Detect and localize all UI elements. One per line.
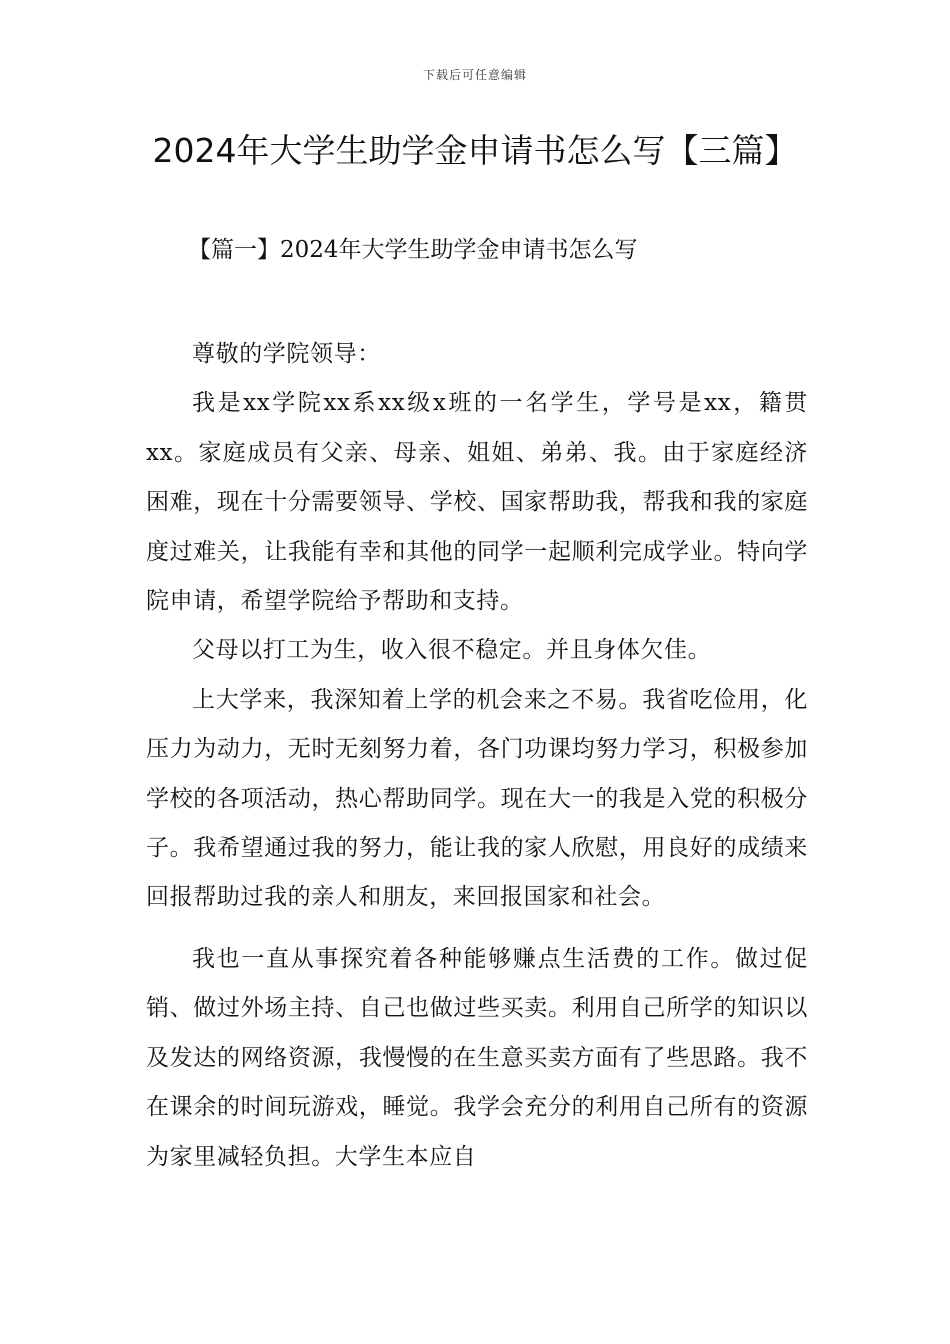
paragraph-1: 我是xx学院xx系xx级x班的一名学生，学号是xx，籍贯xx。家庭成员有父亲、母亲、姐姐、弟弟、我。由于家庭经济困难，现在十分需要领导、学校、国家帮助我，帮我和我的家庭度过难关，让我能有幸和其他的同学一起顺利完成学业。特向学院申请，希望学院给予帮助和支持。 — [146, 390, 808, 615]
document-title: 2024年大学生助学金申请书怎么写【三篇】 — [152, 131, 798, 170]
section-heading: 【篇一】2024年大学生助学金申请书怎么写 — [188, 237, 638, 263]
paragraph-4: 我也一直从事探究着各种能够赚点生活费的工作。做过促销、做过外场主持、自己也做过些买卖。利用自己所学的知识以及发达的网络资源，我慢慢的在生意买卖方面有了些思路。我不在课余的时间玩游戏，睡觉。我学会充分的利用自己所有的资源为家里减轻负担。大学生本应自 — [146, 945, 808, 1170]
document-body — [146, 330, 808, 1182]
paragraph-2: 父母以打工为生，收入很不稳定。并且身体欠佳。 — [192, 637, 712, 664]
paragraph-3: 上大学来，我深知着上学的机会来之不易。我省吃俭用，化压力为动力，无时无刻努力着，各门功课均努力学习，积极参加学校的各项活动，热心帮助同学。现在大一的我是入党的积极分子。我希望通过我的努力，能让我的家人欣慰，用良好的成绩来回报帮助过我的亲人和朋友，来回报国家和社会。 — [146, 686, 808, 911]
header-note: 下载后可任意编辑 — [422, 68, 527, 82]
salutation: 尊敬的学院领导： — [192, 341, 381, 367]
